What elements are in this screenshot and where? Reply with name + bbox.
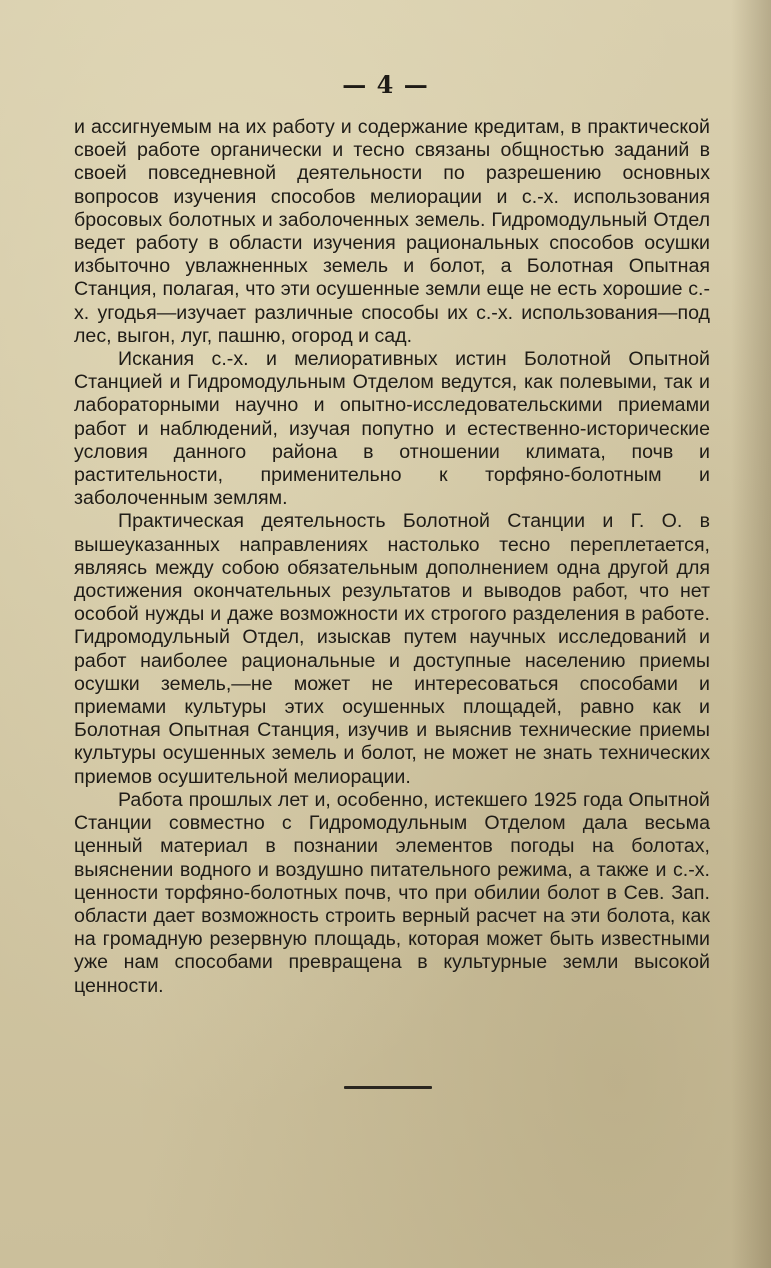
page-number: — 4 — [342,70,429,99]
end-divider-line [344,1086,432,1089]
paragraph-1: и ассигнуемым на их работу и содержание кредитам, в практической своей работе органически и тесно связаны общностью заданий в своей повседневной деятельности по разрешению основных вопросов изучения способов мелиорации и с.-х. использования бросовых болотных и заболоченных земель. Гидромодульный Отдел ведет работу в области изучения рациональных способов осушки избыточно увлажненных земель и болот, а Болотная Опытная Станция, полагая, что эти осушенные земли еще не есть хорошие с.-х. угодья—изучает различные способы их с.-х. использования—под лес, выгон, луг, пашню, огород и сад. [74,116,710,347]
paragraph-2: Искания с.-х. и мелиоративных истин Болотной Опытной Станцией и Гидромодульным Отделом ведутся, как полевыми, так и лабораторными научно и опытно-исследовательскими приемами работ и наблюдений, изучая попутно и естественно-исторические условия данного района в отношении климата, почв и растительности, применительно к торфяно-болотным и заболоченным землям. [74,348,710,510]
page-edge-shadow [731,0,771,1268]
body-text [74,116,710,998]
paragraph-4: Работа прошлых лет и, особенно, истекшего 1925 года Опытной Станции совместно с Гидромодульным Отделом дала весьма ценный материал в познании элементов погоды на болотах, выяснении водного и воздушно питательного режима, а также и с.-х. ценности торфяно-болотных почв, что при обилии болот в Сев. Зап. области дает возможность строить верный расчет на эти болота, как на громадную резервную площадь, которая может быть известными уже нам способами превращена в культурные земли высокой ценности. [74,788,710,997]
paragraph-3: Практическая деятельность Болотной Станции и Г. О. в вышеуказанных направлениях настолько тесно переплетается, являясь между собою обязательным дополнением одна другой для достижения окончательных результатов и выводов работ, что нет особой нужды и даже возможности их строгого разделения в работе. Гидромодульный Отдел, изыскав путем научных исследований и работ наиболее рациональные и доступные населению приемы осушки земель,—не может не интересоваться способами и приемами культуры этих осушенных площадей, равно как и Болотная Опытная Станция, изучив и выяснив технические приемы культуры осушенных земель и болот, не может не знать технических приемов осушительной мелиорации. [74,510,710,788]
